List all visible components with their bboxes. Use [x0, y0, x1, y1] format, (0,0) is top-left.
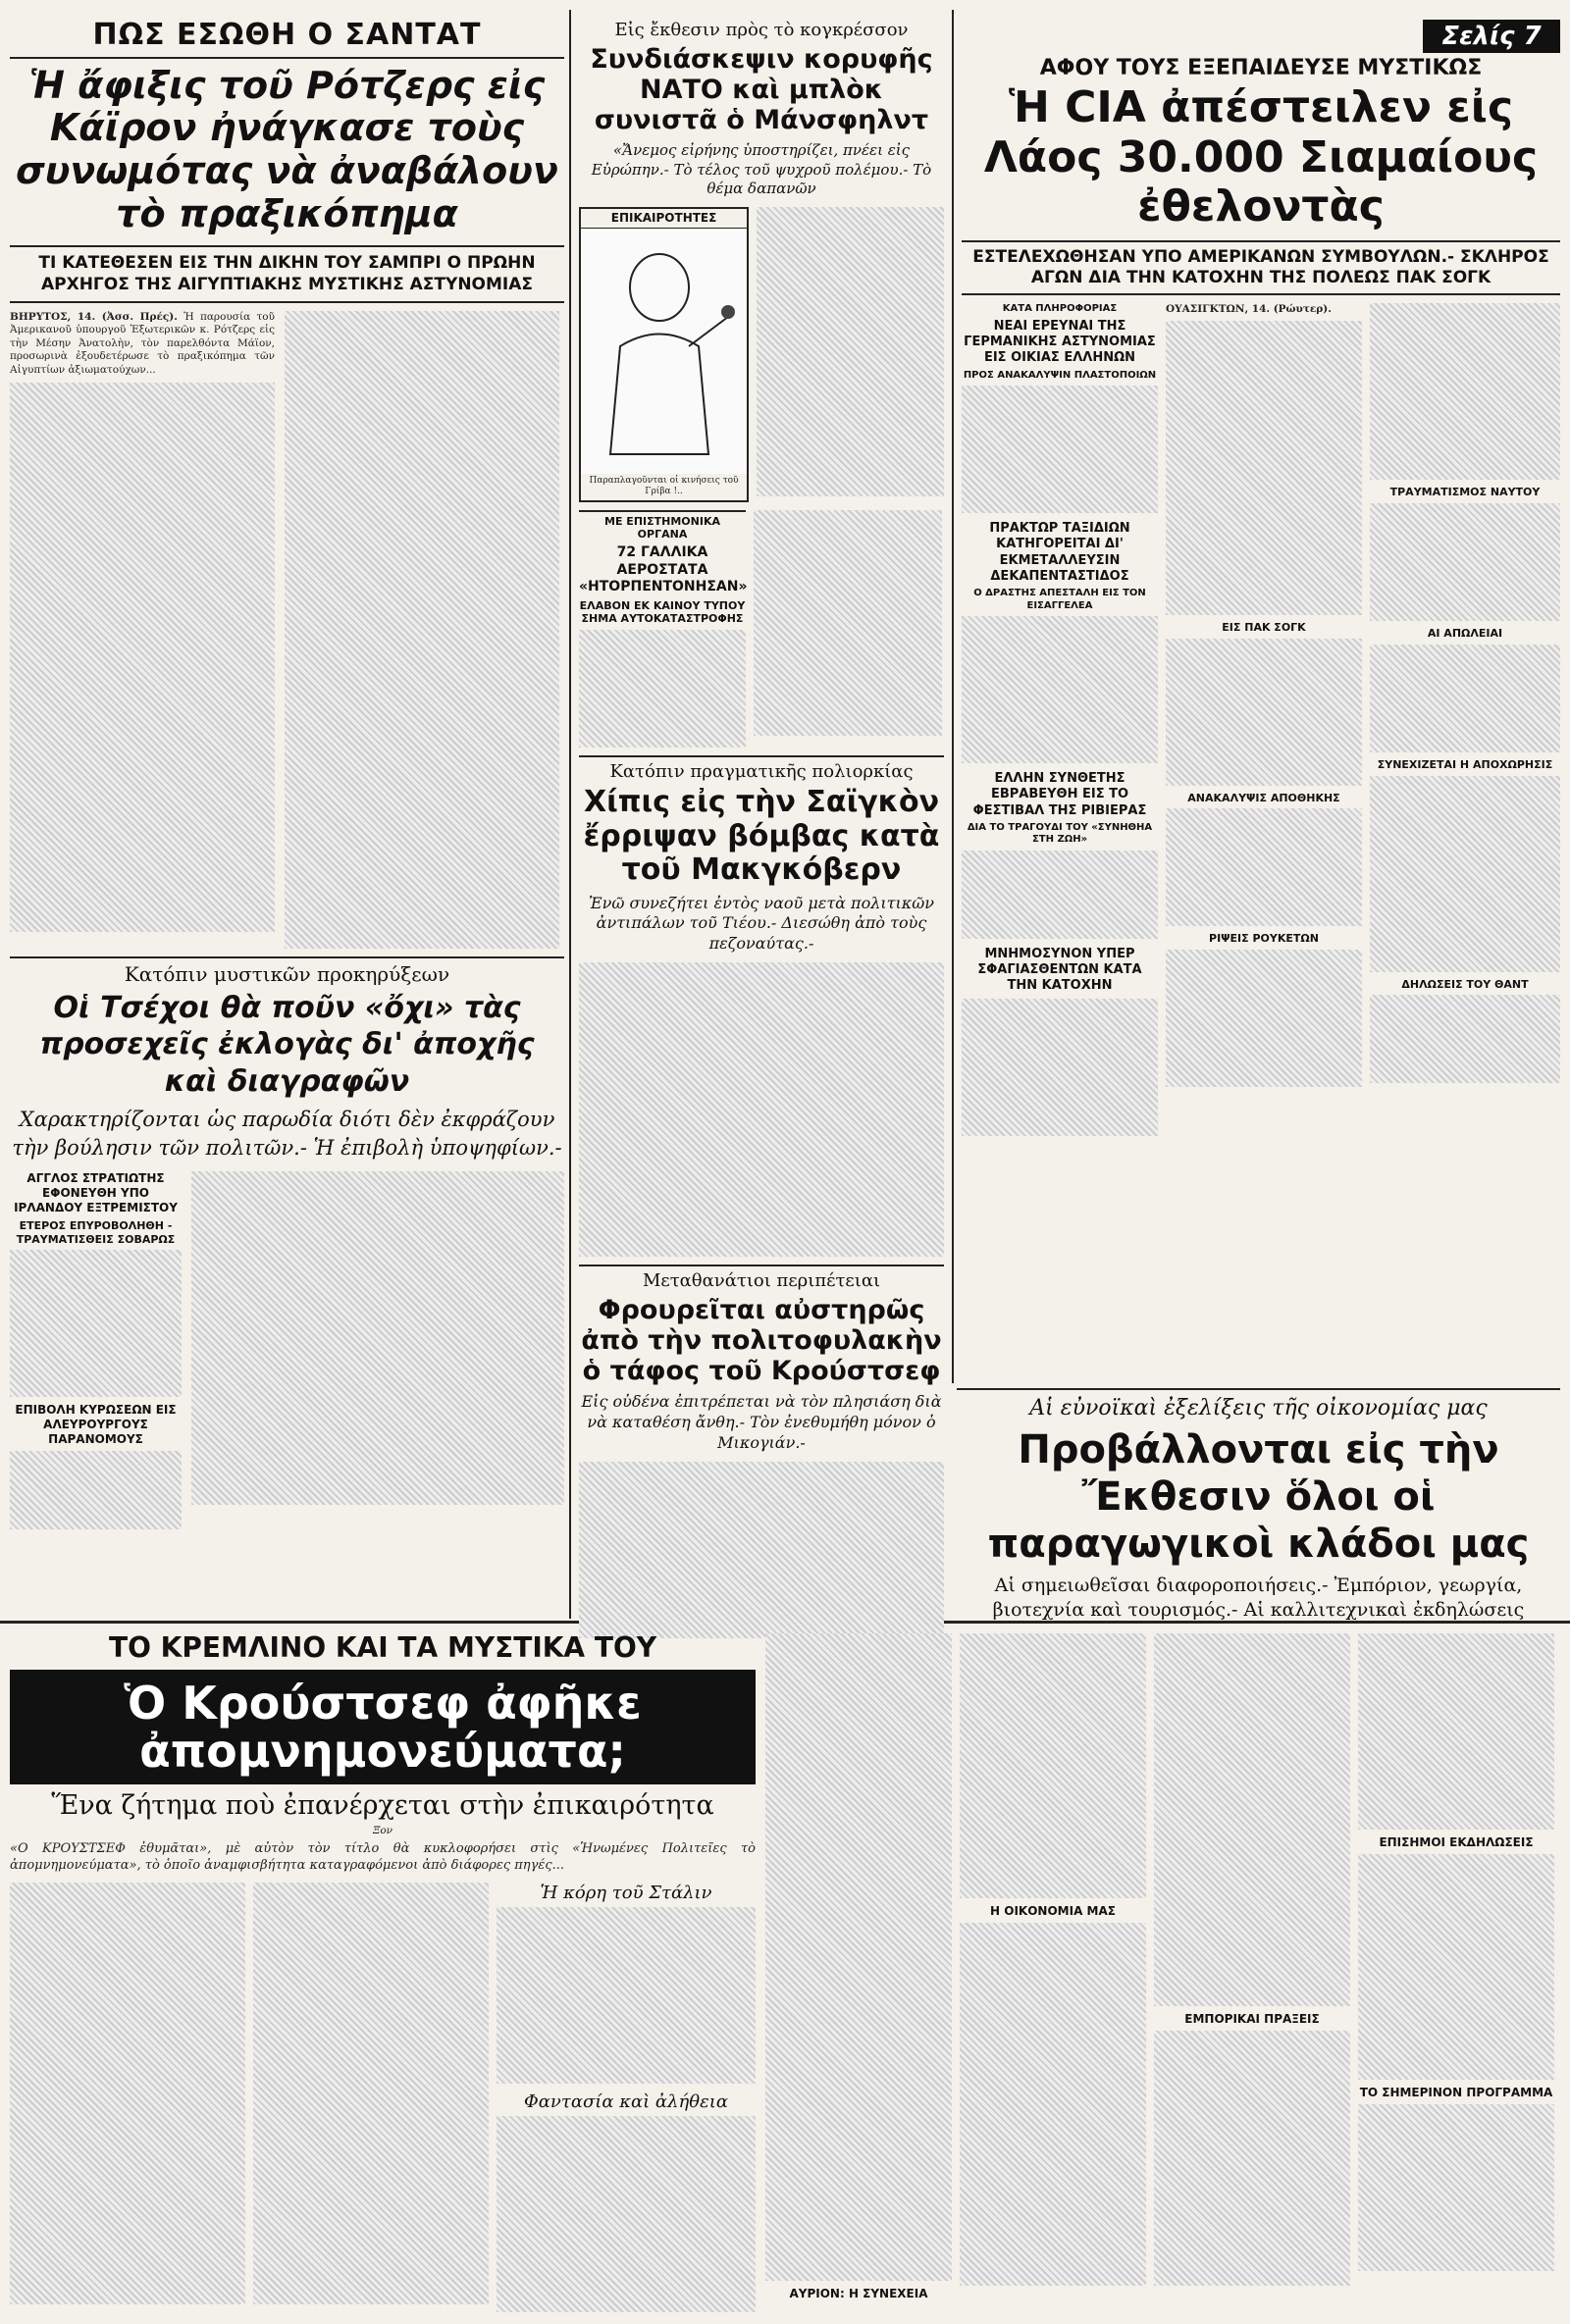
section-label: ΑΙ ΑΠΩΛΕΙΑΙ [1427, 627, 1503, 641]
body-text-block [1358, 1854, 1554, 2080]
brief-kicker: ΜΕ ΕΠΙΣΤΗΜΟΝΙΚΑ ΟΡΓΑΝΑ [579, 510, 746, 542]
body-text-block [962, 999, 1158, 1136]
brief-subhead: ΠΡΟΣ ΑΝΑΚΑΛΥΨΙΝ ΠΛΑΣΤΟΠΟΙΩΝ [963, 369, 1157, 381]
body-text-block [10, 1451, 182, 1529]
kicker: Εἰς ἔκθεσιν πρὸς τὸ κογκρέσσον [614, 20, 909, 40]
brief-headline: ΜΝΗΜΟΣΥΝΟΝ ΥΠΕΡ ΣΦΑΓΙΑΣΘΕΝΤΩΝ ΚΑΤΑ ΤΗΝ ΚΑΤΟΧΗΝ [977, 946, 1142, 994]
lead-paragraph: «Ο ΚΡΟΥΣΤΣΕΦ ἐθυμᾶται», μὲ αὐτὸν τὸν τίτλο θὰ κυκλοφορήσει στὶς «Ἡνωμένες Πολιτεῖες τὸ ἀπομνημονεύματα», τὸ ὁποῖο ἀναμφισβήτητα καταγραφόμενοι ἀπὸ διάφορες πηγές... [10, 1841, 756, 1874]
kremlin-columns [10, 1883, 756, 2312]
body-text-block [1154, 2031, 1350, 2286]
divider [10, 956, 564, 958]
brief-subhead: ΔΙΑ ΤΟ ΤΡΑΓΟΥΔΙ ΤΟΥ «ΣΥΝΗΘΗΑ ΣΤΗ ΖΩΗ» [967, 821, 1153, 846]
cartoon [581, 229, 747, 474]
section-label: ΤΟ ΣΗΜΕΡΙΝΟΝ ΠΡΟΓΡΑΜΜΑ [1359, 2086, 1553, 2099]
text-column [497, 1883, 756, 2312]
body-text-block [1166, 808, 1362, 926]
text-column [1370, 303, 1560, 1135]
article-body [10, 311, 275, 377]
headline-cia: Ἡ CIA ἀπέστειλεν εἰς Λάος 30.000 Σιαμαίους ἐθελοντὰς [983, 82, 1539, 232]
brief-headline: ΑΓΓΛΟΣ ΣΤΡΑΤΙΩΤΗΣ ΕΦΟΝΕΥΘΗ ΥΠΟ ΙΡΛΑΝΔΟΥ ΕΞΤΡΕΜΙΣΤΟΥ [14, 1170, 178, 1214]
body-text-block [1154, 1633, 1350, 2006]
row [579, 207, 944, 502]
text-column [1358, 1633, 1554, 2301]
body-text-block [754, 510, 942, 736]
body-text-block [962, 386, 1158, 513]
brief-headline: 72 ΓΑΛΛΙΚΑ ΑΕΡΟΣΤΑΤΑ «ΗΤΟΡΠΕΝΤΟΝΗΣΑΝ» [579, 544, 748, 595]
paragraph: Ἡ παρουσία τοῦ Ἀμερικανοῦ ὑπουργοῦ Ἐξωτερικῶν κ. Ρότζερς εἰς τὴν Μέσην Ἀνατολὴν, τὸν παρελθόντα Μάϊον, προσωρινὰ ἐξουδετέρωσε τὸ πραξικόπημα τῶν Αἰγυπτίων ἀξιωματούχων... [10, 310, 275, 376]
kicker: Αἱ εὐνοϊκαὶ ἐξελίξεις τῆς οἰκονομίας μας [1029, 1396, 1488, 1420]
brief-headline: ΕΠΙΒΟΛΗ ΚΥΡΩΣΕΩΝ ΕΙΣ ΑΛΕΥΡΟΥΡΓΟΥΣ ΠΑΡΑΝΟΜΟΥΣ [15, 1403, 177, 1447]
text-column [285, 311, 559, 949]
row [962, 303, 1560, 1135]
body-text-block [10, 1883, 245, 2304]
section-label: ΡΙΨΕΙΣ ΡΟΥΚΕΤΩΝ [1209, 932, 1319, 946]
subhead-cia: ΕΣΤΕΛΕΧΩΘΗΣΑΝ ΥΠΟ ΑΜΕΡΙΚΑΝΩΝ ΣΥΜΒΟΥΛΩΝ.- ΣΚΛΗΡΟΣ ΑΓΩΝ ΔΙΑ ΤΗΝ ΚΑΤΟΧΗΝ ΤΗΣ ΠΟΛΕΩΣ ΠΑΚ ΣΟΓΚ [962, 240, 1560, 296]
subhead: ΤΙ ΚΑΤΕΘΕΣΕΝ ΕΙΣ ΤΗΝ ΔΙΚΗΝ ΤΟΥ ΣΑΜΠΡΙ Ο ΠΡΩΗΝ ΑΡΧΗΓΟΣ ΤΗΣ ΑΙΓΥΠΤΙΑΚΗΣ ΜΥΣΤΙΚΗΣ ΑΣΤΥΝΟΜΙΑΣ [10, 245, 564, 303]
column-3 [962, 20, 1560, 1136]
subhead-czech: Χαρακτηρίζονται ὡς παρωδία διότι δὲν ἐκφράζουν τὴν βούλησιν τῶν πολιτῶν.- Ἡ ἐπιβολὴ ὑποψηφίων.- [12, 1108, 562, 1160]
dateline: ΒΗΡΥΤΟΣ, 14. (Ἀσσ. Πρές). [10, 310, 178, 323]
divider [957, 1388, 1560, 1390]
brief-headline: ΠΡΑΚΤΩΡ ΤΑΞΙΔΙΩΝ ΚΑΤΗΓΟΡΕΙΤΑΙ ΔΙ' ΕΚΜΕΤΑΛΛΕΥΣΙΝ ΔΕΚΑΠΕΝΤΑΣΤΙΔΟΣ [989, 521, 1130, 584]
article-title: ΠΩΣ ΕΣΩΘΗ Ο ΣΑΝΤΑΤ [92, 18, 482, 52]
brief-headline: ΝΕΑΙ ΕΡΕΥΝΑΙ ΤΗΣ ΓΕΡΜΑΝΙΚΗΣ ΑΣΤΥΝΟΜΙΑΣ ΕΙΣ ΟΙΚΙΑΣ ΕΛΛΗΝΩΝ [964, 318, 1156, 366]
subhead-economy: Αἱ σημειωθεῖσαι διαφοροποιήσεις.- Ἐμπόριον, γεωργία, βιοτεχνία καὶ τουρισμός.- Αἱ καλλιτεχνικαὶ ἐκδηλώσεις [992, 1575, 1525, 1621]
body-text-block [497, 1907, 756, 2084]
body-text-block [10, 383, 275, 932]
brief-subhead: ΕΛΑΒΟΝ ΕΚ ΚΑΙΝΟΥ ΤΥΠΟΥ ΣΗΜΑ ΑΥΤΟΚΑΤΑΣΤΡΟΦΗΣ [579, 598, 746, 626]
kicker: ΤΟ ΚΡΕΜΛΙΝΟ ΚΑΙ ΤΑ ΜΥΣΤΙΚΑ ΤΟΥ [108, 1631, 657, 1664]
headline-tomb: Φρουρεῖται αὐστηρῶς ἀπὸ τὴν πολιτοφυλακὴν ὁ τάφος τοῦ Κρούστσεφ [581, 1295, 942, 1387]
lower-right-columns [765, 1633, 1560, 2301]
masthead-row [962, 20, 1560, 53]
section-label: ΣΥΝΕΧΙΖΕΤΑΙ Η ΑΠΟΧΩΡΗΣΙΣ [1377, 757, 1553, 771]
section-label: ΕΜΠΟΡΙΚΑΙ ΠΡΑΞΕΙΣ [1184, 2012, 1320, 2026]
body-text-block [579, 1462, 944, 1638]
section-label: ΑΝΑΚΑΛΥΨΙΣ ΑΠΟΘΗΚΗΣ [1187, 791, 1340, 804]
section-label: ΤΡΑΥΜΑΤΙΣΜΟΣ ΝΑΥΤΟΥ [1389, 486, 1541, 499]
brief-subhead: Ο ΔΡΑΣΤΗΣ ΑΠΕΣΤΑΛΗ ΕΙΣ ΤΟΝ ΕΙΣΑΓΓΕΛΕΑ [973, 588, 1146, 611]
cartoon-illustration [581, 229, 744, 474]
headline-czech: Οἱ Τσέχοι θὰ ποῦν «ὄχι» τὰς προσεχεῖς ἐκλογὰς δι' ἀποχῆς καὶ διαγραφῶν [39, 990, 535, 1099]
divider [10, 57, 564, 59]
body-text-block [1166, 950, 1362, 1087]
subhead-tomb: Εἰς οὐδένα ἐπιτρέπεται νὰ τὸν πλησιάση διὰ νὰ καταθέση ἄνθη.- Τὸν ἐνεθυμήθη μόνον ὁ Μικογιάν.- [581, 1392, 942, 1452]
body-text-block [579, 962, 944, 1257]
subhead-nato: «Ἄνεμος εἰρήνης ὑποστηρίζει, πνέει εἰς Εὐρώπην.- Τὸ τέλος τοῦ ψυχροῦ πολέμου.- Τὸ θέμα δαπανῶν [591, 141, 932, 198]
headline-banner [10, 1670, 756, 1784]
text-column [960, 1633, 1146, 2301]
body-text-block [962, 616, 1158, 763]
kicker: Μεταθανάτιοι περιπέτειαι [642, 1270, 881, 1292]
divider [579, 1265, 944, 1266]
body-text-block [962, 851, 1158, 939]
headline-kremlin: Ὁ Κρούστσεφ ἀφῆκε ἀπομνημονεύματα; [124, 1677, 642, 1778]
economy-article [957, 1388, 1560, 1622]
column-rule [952, 10, 954, 1383]
byline: Ξον [372, 1824, 393, 1836]
subhead-saigon: Ἐνῶ συνεζήτει ἐντὸς ναοῦ μετὰ πολιτικῶν ἀντιπάλων τοῦ Τιέου.- Διεσώθη ἀπὸ τοὺς πεζοναύτας.- [588, 893, 935, 954]
text-column [1154, 1633, 1350, 2301]
headline-economy: Προβάλλονται εἰς τὴν Ἔκθεσιν ὅλοι οἱ παραγωγικοὶ κλάδοι μας [987, 1427, 1530, 1567]
cartoon-caption: Παραπλαγοῦνται οἱ κινήσεις τοῦ Γρίβα !.. [589, 475, 739, 497]
text-column [1166, 303, 1362, 1135]
body-text-block [1166, 321, 1362, 615]
body-text-block [1370, 503, 1560, 621]
kicker: ΑΦΟΥ ΤΟΥΣ ΕΞΕΠΑΙΔΕΥΣΕ ΜΥΣΤΙΚΩΣ [1039, 56, 1483, 80]
main-headline: Ἡ ἄφιξις τοῦ Ρότζερς εἰς Κάϊρον ἠνάγκασε τοὺς συνωμότας νὰ ἀναβάλουν τὸ πραξικόπημα [16, 63, 558, 235]
column-2 [579, 20, 944, 1638]
epikairotites-box [579, 207, 749, 502]
text-column [10, 311, 275, 949]
body-text-block [1166, 639, 1362, 786]
section-label: Η ΟΙΚΟΝΟΜΙΑ ΜΑΣ [990, 1904, 1116, 1918]
body-text-block [960, 1923, 1146, 2286]
divider [579, 755, 944, 757]
section-label: ΔΗΛΩΣΕΙΣ ΤΟΥ ΘΑΝΤ [1401, 977, 1529, 991]
section-heading: Ἡ κόρη τοῦ Στάλιν [540, 1882, 712, 1903]
body-text-block [757, 207, 944, 496]
body-text-block [497, 2116, 756, 2312]
section-label: ΕΙΣ ΠΑΚ ΣΟΓΚ [1222, 620, 1306, 634]
dateline: ΟΥΑΣΙΓΚΤΩΝ, 14. (Ρώυτερ). [1166, 303, 1332, 316]
box-title: ΕΠΙΚΑΙΡΟΤΗΤΕΣ [581, 209, 747, 229]
body-text-block [1370, 303, 1560, 480]
kicker: Κατόπιν μυστικῶν προκηρύξεων [124, 961, 450, 986]
page-logo: Σελίς 7 [1423, 20, 1560, 53]
kicker: Κατόπιν πραγματικῆς πολιορκίας [609, 761, 914, 783]
body-text-block [253, 1883, 489, 2304]
body-text-block [1370, 776, 1560, 972]
continued-label: ΑΥΡΙΟΝ: Η ΣΥΝΕΧΕΙΑ [789, 2287, 928, 2300]
body-text-block [1370, 995, 1560, 1083]
column-1 [10, 20, 564, 1529]
headline-nato: Συνδιάσκεψιν κορυφῆς ΝΑΤΟ καὶ μπλὸκ συνιστᾶ ὁ Μάνσφηλντ [590, 44, 933, 136]
brief-headline: ΕΛΛΗΝ ΣΥΝΘΕΤΗΣ ΕΒΡΑΒΕΥΘΗ ΕΙΣ ΤΟ ΦΕΣΤΙΒΑΛ ΤΗΣ ΡΙΒΙΕΡΑΣ [972, 771, 1147, 818]
body-text-block [1370, 645, 1560, 752]
article-body-row [10, 311, 564, 949]
body-text-block [191, 1171, 564, 1505]
brief-subhead: ΕΤΕΡΟΣ ΕΠΥΡΟΒΟΛΗΘΗ - ΤΡΑΥΜΑΤΙΣΘΕΙΣ ΣΟΒΑΡΩΣ [16, 1218, 176, 1246]
column-rule [569, 10, 571, 1619]
text-column [765, 1633, 952, 2301]
body-text-block [579, 630, 746, 748]
body-text-block [960, 1633, 1146, 1898]
sidebar-briefs [10, 1171, 182, 1530]
body-text-block [10, 1250, 182, 1397]
body-text-block [1358, 1633, 1554, 1830]
section-heading: Φαντασία καὶ ἀλήθεια [524, 2091, 728, 2112]
lower-row [10, 1171, 564, 1530]
subhead-kremlin: Ἕνα ζήτημα ποὺ ἐπανέρχεται στὴν ἐπικαιρότητα [51, 1789, 714, 1821]
article-body [1166, 303, 1362, 316]
body-text-block [1358, 2104, 1554, 2271]
brief-column [579, 510, 746, 749]
row [579, 510, 944, 749]
headline-saigon: Χίπις εἰς τὴν Σαϊγκὸν ἔρριψαν βόμβας κατὰ τοῦ Μακγκόβερν [583, 785, 940, 888]
briefs-column [962, 303, 1158, 1135]
body-text-block [285, 311, 559, 949]
section-label: ΕΠΙΣΗΜΟΙ ΕΚΔΗΛΩΣΕΙΣ [1379, 1835, 1534, 1849]
kremlin-article [10, 1633, 756, 2312]
brief-kicker: ΚΑΤΑ ΠΛΗΡΟΦΟΡΙΑΣ [1002, 303, 1118, 315]
body-text-block [765, 1633, 952, 2281]
row [765, 1633, 1560, 2301]
